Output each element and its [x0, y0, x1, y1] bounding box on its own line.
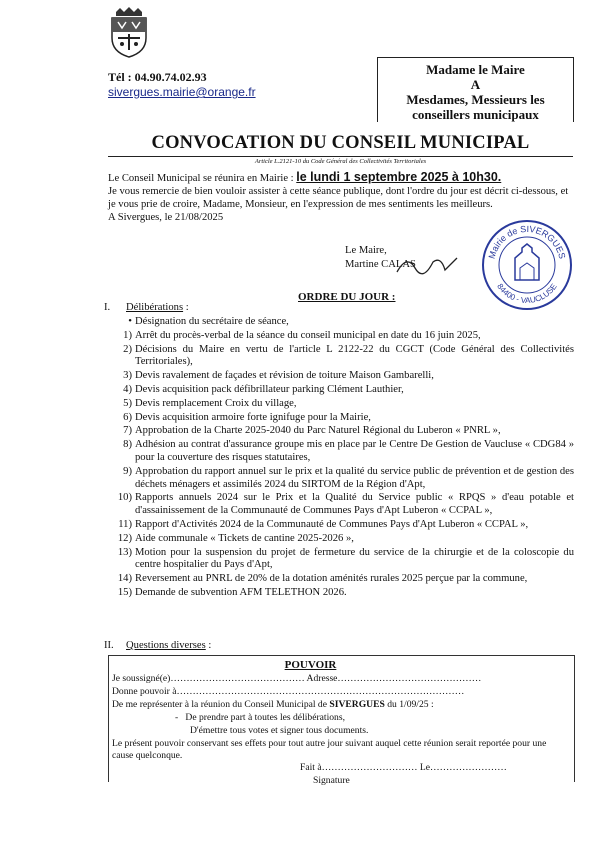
section-1-suffix: : — [183, 302, 189, 313]
intro-body: Je vous remercie de bien vouloir assister à cette séance publique, dont l'ordre du jour est décrit ci-dessous, et je vous prie de croire, Madame, Monsieur, en l'expression de mes sentiments les meilleurs. — [108, 186, 569, 210]
proxy-bullet-1: - De prendre part à toutes les délibérations, — [175, 712, 345, 723]
agenda-item-text: Reversement au PNRL de 20% de la dotation aménités rurales 2025 perçue par la commune, — [135, 573, 528, 585]
proxy-bullet-2: D'émettre tous votes et signer tous documents. — [190, 725, 369, 736]
agenda-heading: ORDRE DU JOUR : — [298, 291, 396, 303]
agenda-item — [104, 439, 574, 465]
agenda-item-text: Rapport d'Activités 2024 de la Communauté de Communes Pays d'Apt Luberon « CCPAL », — [135, 518, 529, 530]
agenda-list — [104, 316, 574, 601]
municipal-crest-logo — [108, 6, 150, 58]
meeting-date: le lundi 1 septembre 2025 à 10h30. — [296, 170, 502, 184]
agenda-item-number: 8) — [123, 439, 132, 451]
agenda-item — [104, 492, 574, 518]
intro-paragraph — [108, 171, 573, 224]
agenda-item-number: 13) — [117, 546, 132, 558]
proxy-bullet-1-text: De prendre part à toutes les délibérations, — [185, 712, 345, 723]
agenda-item-number: 14) — [117, 573, 132, 585]
proxy-line-meeting — [112, 699, 434, 711]
signature-role: Le Maire, — [345, 245, 387, 256]
agenda-item-text: Devis remplacement Croix du village, — [135, 397, 297, 409]
agenda-item — [104, 533, 574, 546]
agenda-item-text: Devis acquisition armoire forte ignifuge pour la Mairie, — [135, 411, 371, 423]
agenda-item-number: 2) — [123, 343, 132, 355]
section-1-label: Délibérations — [126, 302, 184, 313]
svg-text:84400 - VAUCLUSE — [495, 282, 558, 305]
section-1-number: I. — [104, 302, 111, 313]
agenda-item-number: 1) — [123, 329, 132, 341]
agenda-item-number: • — [128, 316, 132, 327]
proxy-title: POUVOIR — [284, 659, 337, 671]
email-link[interactable]: sivergues.mairie@orange.fr — [108, 85, 256, 99]
agenda-item-number: 5) — [123, 397, 132, 409]
agenda-item-text: Adhésion au contrat d'assurance groupe mis en place par le Centre De Gestion de Vaucluse « CDG84 » pour la couverture des risques statutaires, — [135, 439, 574, 463]
agenda-item — [104, 587, 574, 600]
agenda-item — [104, 398, 574, 411]
agenda-item-number: 11) — [118, 518, 132, 530]
svg-text:Mairie de SIVERGUES — [487, 224, 568, 260]
agenda-item — [104, 547, 574, 573]
agenda-item-text: Approbation de la Charte 2025-2040 du Parc Naturel Régional du Luberon « PNRL », — [135, 425, 501, 437]
agenda-item — [104, 412, 574, 425]
agenda-item — [104, 316, 574, 329]
agenda-item — [104, 370, 574, 383]
agenda-item-number: 7) — [123, 425, 132, 437]
agenda-item-number: 4) — [123, 383, 132, 395]
proxy-line-delegate[interactable]: Donne pouvoir à……………………………………………………………………………… — [112, 686, 465, 697]
stamp-top-text: Mairie de SIVERGUES — [486, 223, 568, 260]
agenda-item — [104, 573, 574, 586]
recipient-line-1: Madame le Maire — [426, 62, 525, 77]
agenda-item-text: Devis acquisition pack défibrillateur parking Clément Lauthier, — [135, 383, 404, 395]
agenda-item — [104, 344, 574, 370]
recipient-box — [377, 57, 574, 122]
agenda-item-number: 9) — [123, 465, 132, 477]
town-hall-stamp — [480, 218, 574, 312]
document-title: CONVOCATION DU CONSEIL MUNICIPAL — [151, 133, 530, 153]
agenda-item-text: Rapports annuels 2024 sur le Prix et la Qualité du Service public « RPQS » d'eau potable et d'assainissement de la Communauté de Communes Pays d'Apt Luberon « CCPAL », — [135, 492, 574, 517]
agenda-item — [104, 384, 574, 397]
phone-number: Tél : 04.90.74.02.93 — [108, 70, 207, 84]
section-questions — [104, 640, 211, 651]
recipient-line-3: Mesdames, Messieurs les — [406, 92, 545, 107]
place-date: A Sivergues, le 21/08/2025 — [108, 212, 224, 223]
proxy-meeting-town: SIVERGUES — [329, 699, 385, 710]
legal-reference: Article L.2121-10 du Code Général des Collectivités Territoriales — [254, 158, 427, 165]
agenda-item-text: Motion pour la suspension du projet de fermeture du service de la chirurgie et de la coloscopie du centre hospitalier du Pays d'Apt, — [135, 546, 574, 571]
recipient-line-4: conseillers municipaux — [412, 107, 539, 122]
proxy-line-name[interactable]: Je soussigné(e)…………………………………… Adresse……………………………………… — [112, 673, 482, 684]
agenda-item-text: Désignation du secrétaire de séance, — [135, 316, 289, 327]
agenda-item-text: Demande de subvention AFM TELETHON 2026. — [135, 586, 347, 598]
section-deliberations — [104, 302, 189, 313]
section-2-suffix: : — [205, 640, 212, 651]
agenda-item-text: Devis ravalement de façades et révision de toiture Maison Gambarelli, — [135, 370, 434, 382]
agenda-item — [104, 466, 574, 492]
proxy-signature-label: Signature — [313, 775, 350, 786]
stamp-bottom-text: 84400 - VAUCLUSE — [495, 282, 559, 306]
recipient-line-2: A — [470, 77, 481, 92]
section-2-label: Questions diverses — [126, 640, 206, 651]
title-divider — [108, 156, 573, 157]
section-2-number: II. — [104, 640, 114, 651]
proxy-meeting-pre: De me représenter à la réunion du Conseil Municipal de — [112, 699, 330, 710]
agenda-item — [104, 519, 574, 532]
agenda-item-text: Décisions du Maire en vertu de l'article L 2122-22 du CGCT (Code Général des Collectivités Territoriales), — [135, 343, 574, 368]
agenda-item — [104, 330, 574, 343]
signature-name: Martine CALAS — [345, 259, 416, 270]
agenda-item-text: Arrêt du procès-verbal de la séance du conseil municipal en date du 16 juin 2025, — [135, 329, 481, 341]
proxy-meeting-post: du 1/09/25 : — [384, 699, 434, 710]
agenda-item-number: 6) — [123, 411, 132, 423]
handwritten-signature — [395, 250, 465, 280]
agenda-item-number: 15) — [117, 586, 132, 598]
agenda-item-text: Aide communale « Tickets de cantine 2025-2026 », — [135, 532, 354, 544]
proxy-done-at[interactable]: Fait à………………………… Le…………………… — [300, 762, 507, 773]
agenda-item — [104, 425, 574, 438]
proxy-note: Le présent pouvoir conservant ses effets pour tout autre jour suivant auquel cette réunion serait reportée pour une cause quelconque. — [112, 738, 547, 761]
agenda-item-number: 12) — [117, 532, 132, 544]
agenda-item-text: Approbation du rapport annuel sur le prix et la qualité du service public de prévention et de gestion des déchets ménagers et assimilés 2024 du SIRTOM de la Région d'Apt, — [135, 465, 574, 490]
agenda-item-number: 10) — [117, 492, 132, 504]
agenda-item-number: 3) — [123, 370, 132, 382]
intro-lead: Le Conseil Municipal se réunira en Mairie : — [108, 173, 297, 184]
